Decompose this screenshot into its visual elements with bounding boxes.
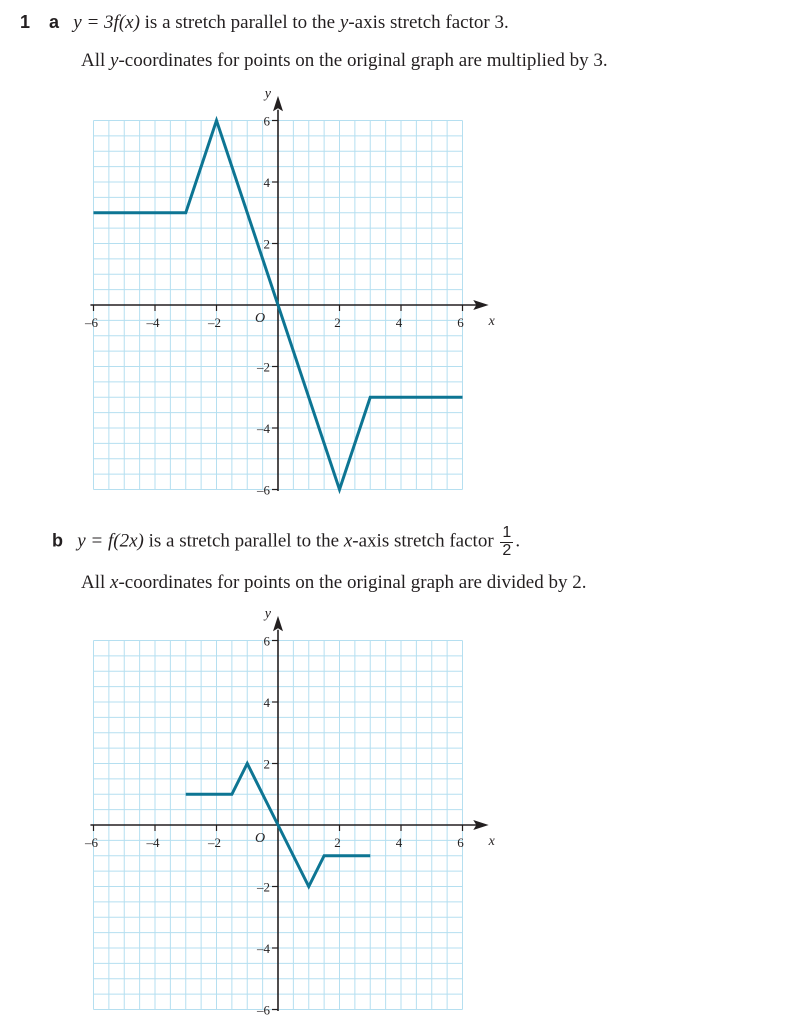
part-b-text: is a stretch parallel to the bbox=[148, 530, 340, 552]
fraction-denominator: 2 bbox=[502, 541, 512, 559]
part-a-text: is a stretch parallel to the bbox=[144, 12, 336, 33]
part-a-line2-pre: All bbox=[81, 50, 106, 71]
y-tick-label: –4 bbox=[257, 421, 270, 436]
graph-a bbox=[0, 80, 803, 500]
x-axis-label: x bbox=[488, 314, 495, 329]
fraction-end: . bbox=[515, 530, 521, 552]
x-tick-label: 6 bbox=[457, 835, 464, 850]
y-tick-label: –2 bbox=[257, 359, 270, 375]
x-tick-label: 4 bbox=[395, 835, 403, 850]
y-tick-label: 4 bbox=[263, 695, 270, 710]
x-tick-label: 2 bbox=[334, 315, 341, 330]
y-tick-label: –4 bbox=[257, 941, 270, 956]
part-a-line-1 bbox=[20, 12, 509, 34]
part-b-line2-pre: All bbox=[81, 572, 106, 593]
y-axis-arrow-icon bbox=[273, 96, 283, 111]
y-axis-label: y bbox=[264, 86, 271, 102]
x-tick-label: –2 bbox=[208, 315, 221, 330]
part-a-equation: y = 3f(x) bbox=[73, 12, 140, 33]
y-tick-label: 2 bbox=[263, 236, 270, 252]
y-tick-label: 6 bbox=[263, 113, 270, 129]
y-tick-label: 4 bbox=[263, 175, 270, 190]
origin-label: O bbox=[254, 831, 266, 846]
part-a-line-2 bbox=[81, 50, 608, 72]
y-tick-label: –6 bbox=[257, 482, 270, 498]
x-tick-label: –4 bbox=[146, 315, 160, 330]
x-tick-label: –4 bbox=[146, 835, 160, 850]
question-number: 1 bbox=[20, 12, 31, 32]
part-a-line2-post: -coordinates for points on the original graph are multiplied by 3. bbox=[118, 50, 608, 71]
part-b-line-1 bbox=[52, 525, 520, 560]
y-tick-label: 2 bbox=[263, 756, 270, 772]
x-axis-label: x bbox=[488, 834, 495, 849]
x-tick-label: 6 bbox=[457, 315, 464, 330]
x-tick-label: –6 bbox=[85, 835, 98, 850]
part-a-label: a bbox=[49, 12, 60, 32]
part-b-line2-var: x bbox=[110, 572, 119, 593]
part-a-axis-var: y bbox=[339, 12, 349, 33]
y-axis-arrow-icon bbox=[273, 616, 283, 631]
part-a-text-end: -axis stretch factor 3. bbox=[348, 12, 509, 33]
x-tick-label: 4 bbox=[395, 315, 403, 330]
part-b-axis-var: x bbox=[343, 530, 353, 552]
x-tick-label: 2 bbox=[334, 835, 341, 850]
graph-b bbox=[0, 602, 803, 1022]
y-tick-label: –2 bbox=[257, 879, 270, 895]
fraction-numerator: 1 bbox=[502, 524, 512, 541]
stretch-factor-fraction bbox=[500, 525, 513, 560]
part-b-line2-post: -coordinates for points on the original graph are divided by 2. bbox=[118, 572, 587, 593]
y-axis-label: y bbox=[264, 606, 271, 622]
x-tick-label: –6 bbox=[85, 315, 98, 330]
axes bbox=[84, 86, 496, 497]
part-b-line-2 bbox=[81, 572, 586, 594]
y-tick-label: 6 bbox=[263, 633, 270, 649]
part-a-line2-var: y bbox=[110, 50, 119, 71]
part-b-text-end: -axis stretch factor bbox=[352, 530, 494, 552]
origin-label: O bbox=[254, 311, 266, 326]
y-tick-label: –6 bbox=[257, 1002, 270, 1018]
x-tick-label: –2 bbox=[208, 835, 221, 850]
part-b-equation: y = f(2x) bbox=[77, 530, 144, 552]
part-b-label: b bbox=[52, 530, 63, 551]
axes bbox=[84, 606, 496, 1017]
